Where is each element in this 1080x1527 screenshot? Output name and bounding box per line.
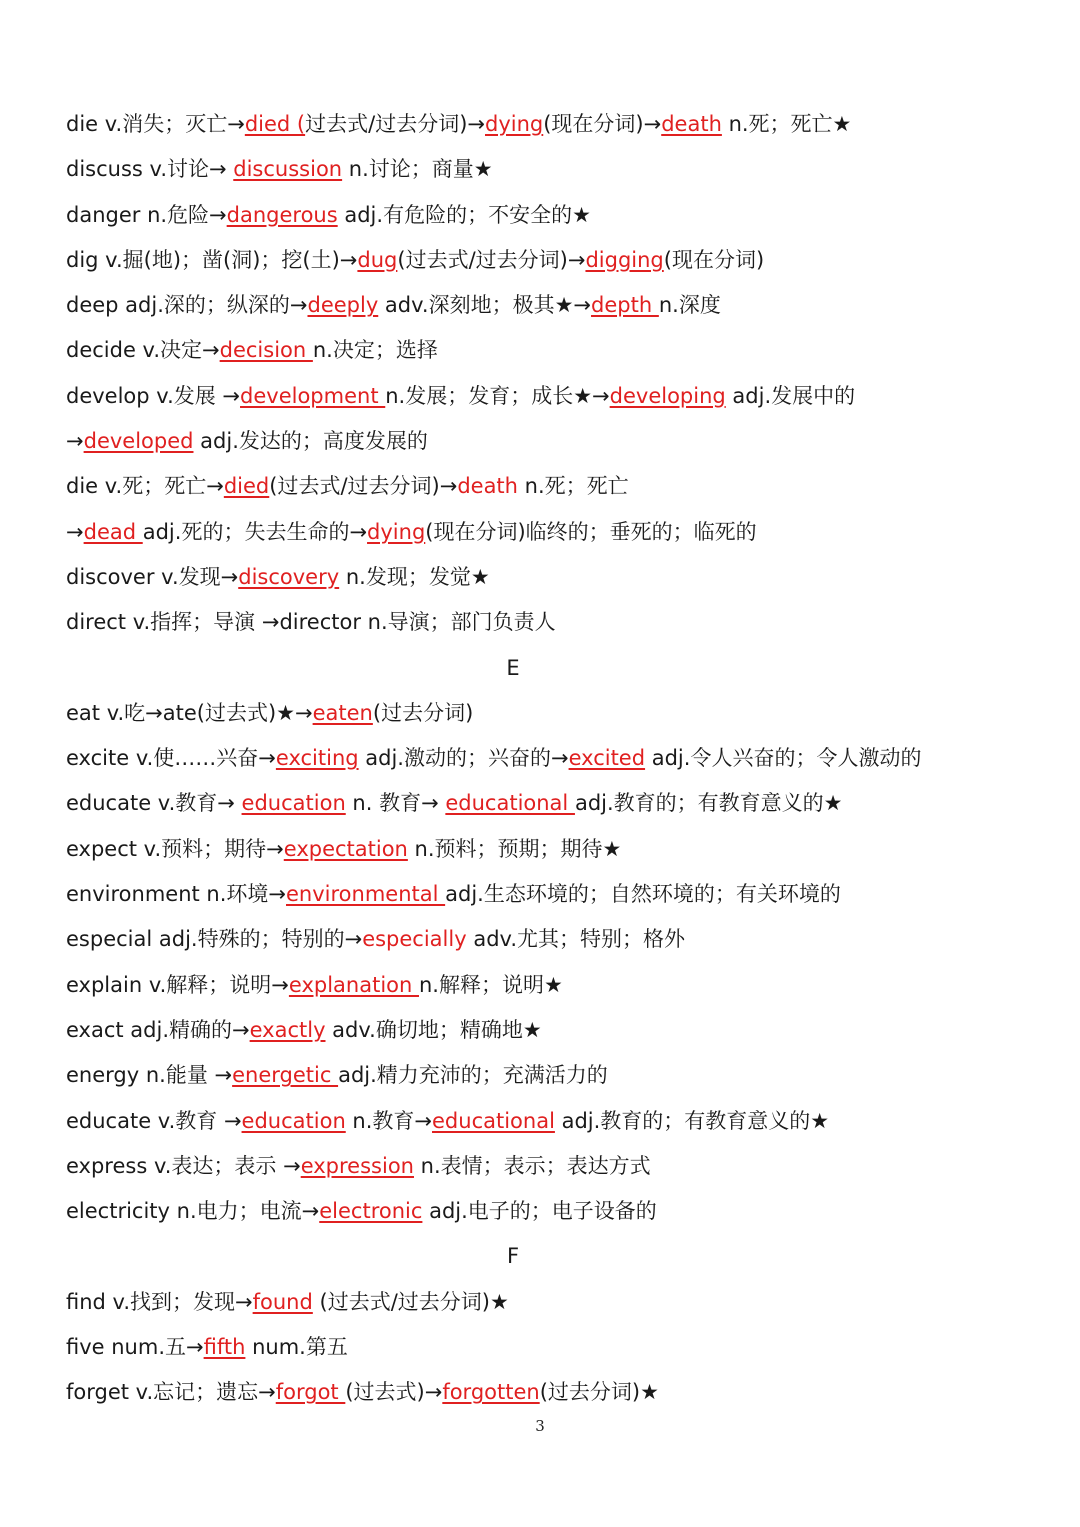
entry-text: adj.教育的；有教育意义的★ (574, 791, 843, 816)
word-entry (66, 781, 1026, 826)
entry-text: (过去式/过去分词)★ (312, 1289, 509, 1314)
highlighted-derivative: dying (485, 112, 544, 136)
highlighted-derivative: expectation (283, 836, 408, 861)
word-entry (66, 1099, 1026, 1144)
entry-text: educate v.教育→ (66, 791, 242, 816)
entry-text: develop v.发展 → (66, 383, 241, 408)
entry-text: exact adj.精确的→ (66, 1017, 250, 1042)
highlighted-derivative: death (457, 474, 518, 499)
word-entry (66, 736, 1026, 781)
word-entry (66, 827, 1026, 872)
highlighted-derivative: died ( (244, 112, 306, 136)
highlighted-derivative: dying (367, 519, 426, 544)
word-entry (66, 238, 1026, 283)
highlighted-derivative: depth (591, 293, 659, 318)
section-letter: E (506, 655, 520, 680)
entry-text: adj.发达的；高度发展的 (193, 429, 428, 454)
highlighted-derivative: dead (83, 519, 143, 544)
entry-text: eat v.吃→ate(过去式)★→ (66, 700, 313, 725)
word-entry (66, 283, 1026, 328)
highlighted-derivative: electronic (319, 1199, 423, 1224)
highlighted-derivative: energetic (232, 1063, 339, 1088)
entry-text: adj.电子的；电子设备的 (422, 1199, 657, 1224)
entry-text: (现在分词) (663, 247, 765, 272)
highlighted-derivative: expression (300, 1153, 414, 1178)
entry-text: five num.五→ (66, 1335, 204, 1360)
highlighted-derivative: dangerous (226, 202, 338, 227)
highlighted-derivative: decision (219, 338, 313, 363)
word-entry (66, 1144, 1026, 1189)
word-entry (66, 1053, 1026, 1098)
entry-text: explain v.解释；说明→ (66, 972, 289, 997)
highlighted-derivative: forgotten (442, 1380, 540, 1405)
entry-text: adv.尤其；特别；格外 (466, 927, 686, 952)
entry-text: deep adj.深的；纵深的→ (66, 293, 308, 318)
entry-text: direct v.指挥；导演 →director n.导演；部门负责人 (66, 610, 556, 635)
entry-text: discover v.发现→ (66, 564, 239, 589)
word-entry (66, 1189, 1026, 1234)
entry-text: → (66, 519, 84, 544)
highlighted-derivative: education (241, 791, 346, 816)
entry-text: adj.精力充沛的；充满活力的 (338, 1063, 608, 1088)
word-entry (66, 963, 1026, 1008)
word-entry (66, 510, 1026, 555)
word-entry (66, 193, 1026, 238)
entry-text: n.发现；发觉★ (339, 564, 490, 589)
word-entry (66, 147, 1026, 192)
highlighted-derivative: died (223, 474, 270, 499)
highlighted-derivative: exactly (249, 1017, 326, 1042)
word-entry (66, 1280, 1026, 1325)
page-number: 3 (535, 1417, 545, 1435)
entry-text: adj.令人兴奋的；令人激动的 (645, 746, 922, 771)
word-entry (66, 419, 1026, 464)
entry-text: adj.死的；失去生命的→ (142, 519, 368, 544)
highlighted-derivative: developed (83, 429, 194, 454)
word-entry (66, 872, 1026, 917)
word-entry (66, 464, 1026, 509)
entry-text: 过去式/过去分词)→ (305, 112, 485, 136)
entry-text: adj.激动的；兴奋的→ (358, 746, 569, 771)
entry-text: excite v.使……兴奋→ (66, 746, 276, 771)
entry-text: electricity n.电力；电流→ (66, 1199, 320, 1224)
entry-text: n.表情；表示；表达方式 (413, 1153, 651, 1178)
entry-text: n.决定；选择 (312, 338, 438, 363)
entry-text: (现在分词)临终的；垂死的；临死的 (425, 519, 757, 544)
highlighted-derivative: deeply (307, 293, 379, 318)
entry-text: n.预料；预期；期待★ (407, 836, 622, 861)
highlighted-derivative: developing (609, 383, 726, 408)
word-entry (66, 1370, 1026, 1415)
entry-text: decide v.决定→ (66, 338, 220, 363)
word-entry (66, 1325, 1026, 1370)
highlighted-derivative: digging (585, 247, 664, 272)
word-entry (66, 600, 1026, 645)
word-entry (66, 555, 1026, 600)
entry-text: n.教育→ (345, 1108, 433, 1133)
highlighted-derivative: discussion (233, 157, 343, 182)
entry-text: educate v.教育 → (66, 1108, 242, 1133)
entry-text: → (66, 429, 84, 454)
entry-text: express v.表达；表示 → (66, 1153, 301, 1178)
entry-text: forget v.忘记；遗忘→ (66, 1380, 276, 1405)
entry-text: (现在分词)→ (543, 112, 662, 136)
entry-text: (过去式/过去分词)→ (397, 247, 586, 272)
word-entry (66, 917, 1026, 962)
entry-text: (过去式/过去分词)→ (269, 474, 458, 499)
highlighted-derivative: dug (357, 247, 398, 272)
highlighted-derivative: eaten (312, 700, 373, 725)
entry-text: n.深度 (658, 293, 721, 318)
highlighted-derivative: environmental (286, 882, 446, 907)
section-letter: F (506, 1244, 520, 1269)
entry-text: environment n.环境→ (66, 882, 286, 907)
highlighted-derivative: educational (445, 791, 575, 816)
highlighted-derivative: death (661, 112, 722, 136)
entry-text: adj.有危险的；不安全的★ (337, 202, 591, 227)
word-entry (66, 374, 1026, 419)
entry-text: die v.消失；灭亡→ (66, 112, 245, 136)
highlighted-derivative: discovery (238, 564, 340, 589)
entry-text: n.解释；说明★ (419, 972, 563, 997)
highlighted-derivative: explanation (288, 972, 419, 997)
highlighted-derivative: education (241, 1108, 346, 1133)
entry-text: energy n.能量 → (66, 1063, 233, 1088)
highlighted-derivative: exciting (275, 746, 359, 771)
highlighted-derivative: excited (568, 746, 646, 771)
entry-text: (过去式)→ (345, 1380, 443, 1405)
entry-text: expect v.预料；期待→ (66, 836, 284, 861)
entry-text: adj.教育的；有教育意义的★ (554, 1108, 830, 1133)
word-entry (66, 691, 1026, 736)
entry-text: especial adj.特殊的；特别的→ (66, 927, 363, 952)
word-entry (66, 328, 1026, 373)
entry-text: adj.生态环境的；自然环境的；有关环境的 (445, 882, 841, 907)
entry-text: n.发展；发育；成长★→ (385, 383, 610, 408)
highlighted-derivative: fifth (203, 1335, 246, 1360)
highlighted-derivative: development (240, 383, 386, 408)
entry-text: n.死；死亡★ (721, 112, 852, 136)
highlighted-derivative: forgot (275, 1380, 346, 1405)
entry-text: (过去分词)★ (539, 1380, 659, 1405)
entry-text: dig v.掘(地)；凿(洞)；挖(土)→ (66, 247, 358, 272)
entry-text: discuss v.讨论→ (66, 157, 234, 182)
entry-text: n. 教育→ (345, 791, 446, 816)
entry-text: (过去分词) (372, 700, 474, 725)
highlighted-derivative: educational (432, 1108, 555, 1133)
entry-text: die v.死；死亡→ (66, 474, 224, 499)
word-entry (66, 1008, 1026, 1053)
word-entry (66, 102, 1026, 147)
entry-text: adv.确切地；精确地★ (325, 1017, 542, 1042)
entry-text: n.讨论；商量★ (342, 157, 493, 182)
highlighted-derivative: especially (362, 927, 467, 952)
entry-text: adv.深刻地；极其★→ (378, 293, 592, 318)
entry-text: danger n.危险→ (66, 202, 227, 227)
word-list (66, 102, 1026, 1416)
entry-text: num.第五 (245, 1335, 348, 1360)
entry-text: find v.找到；发现→ (66, 1289, 253, 1314)
entry-text: n.死；死亡 (517, 474, 629, 499)
entry-text: adj.发展中的 (725, 383, 856, 408)
highlighted-derivative: found (252, 1289, 313, 1314)
